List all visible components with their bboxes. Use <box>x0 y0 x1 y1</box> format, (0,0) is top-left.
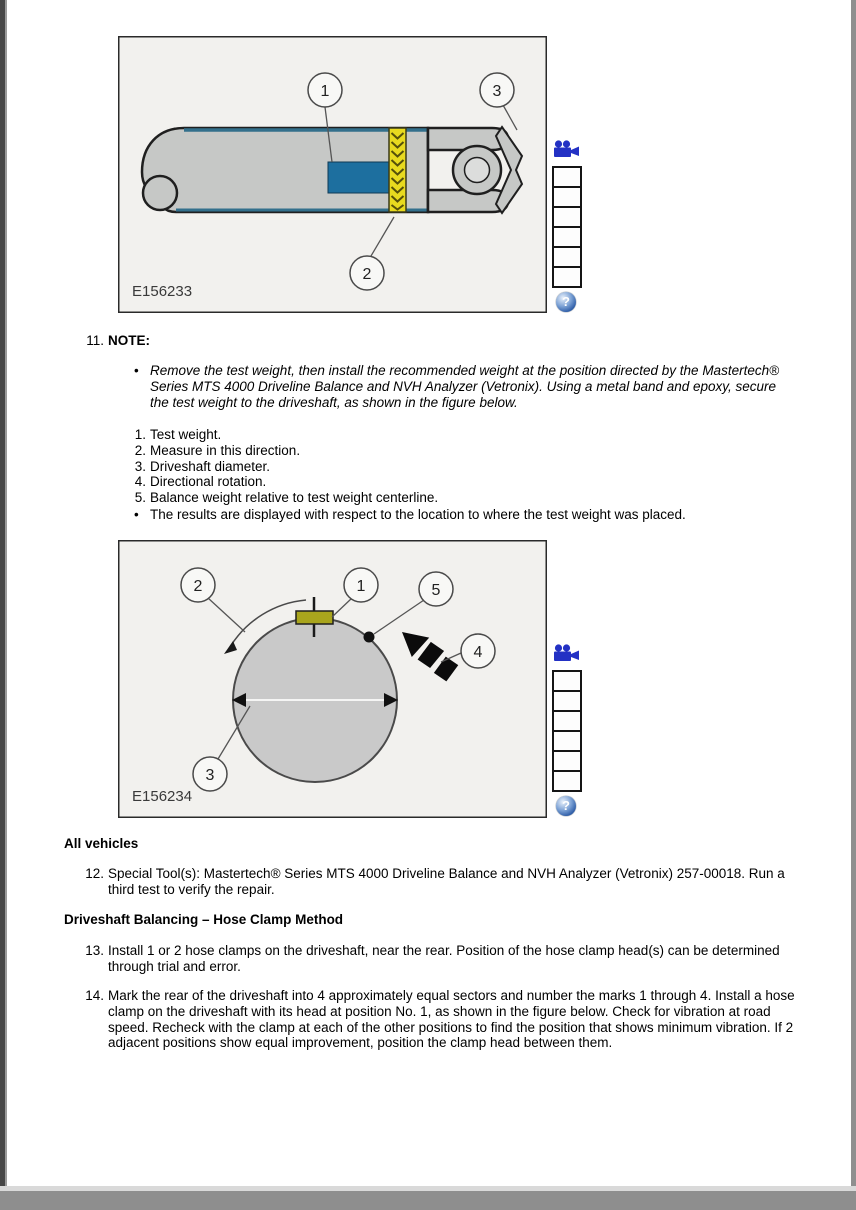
callout-3 <box>193 757 227 791</box>
media-frame-box <box>552 690 582 712</box>
svg-text:1: 1 <box>356 578 366 595</box>
step-13 <box>84 943 796 975</box>
figure-driveshaft-side-view <box>118 36 547 313</box>
legend-number: 5. <box>134 490 146 506</box>
svg-text:2: 2 <box>193 578 203 595</box>
legend-number: 4. <box>134 474 146 490</box>
step-14 <box>84 988 796 1051</box>
step-11 <box>84 333 150 349</box>
media-frame-box <box>552 166 582 188</box>
media-frame-box <box>552 266 582 288</box>
step-text: Special Tool(s): Mastertech® Series MTS 4000 Driveline Balance and NVH Analyzer (Vetronix) 257-00018. Run a third test to verify the repair. <box>108 866 785 897</box>
figure-1-svg <box>118 36 547 313</box>
svg-text:2: 2 <box>362 266 372 283</box>
media-frame-box <box>552 246 582 268</box>
media-frame-box <box>552 770 582 792</box>
media-panel-figure-1 <box>551 140 585 312</box>
step-number: 11. <box>86 333 104 348</box>
balance-weight-dot <box>364 632 375 643</box>
svg-text:4: 4 <box>473 644 483 661</box>
right-window-edge <box>851 0 856 1210</box>
media-frame-strip <box>552 670 585 792</box>
legend-item <box>118 443 438 459</box>
media-frame-box <box>552 186 582 208</box>
legend-item <box>118 427 438 443</box>
video-camera-icon[interactable] <box>553 140 581 158</box>
svg-text:3: 3 <box>205 767 215 784</box>
note-bullet-text: Remove the test weight, then install the recommended weight at the position directed by the Mastertech® Series MTS 4000 Driveline Balance and NVH Analyzer (Vetronix). Using a metal band and epoxy, secure the test weight to the driveshaft, as shown in the figure below. <box>150 363 780 410</box>
legend-item <box>118 490 438 506</box>
legend-item <box>118 459 438 475</box>
figure-driveshaft-cross-section <box>118 540 547 818</box>
legend-item <box>118 474 438 490</box>
legend-text: Directional rotation. <box>150 474 267 490</box>
section-heading-all-vehicles: All vehicles <box>64 836 139 851</box>
results-bullet <box>134 507 798 523</box>
media-frame-box <box>552 206 582 228</box>
media-frame-box <box>552 226 582 248</box>
svg-text:5: 5 <box>431 582 441 599</box>
legend-text: Balance weight relative to test weight centerline. <box>150 490 439 506</box>
callout-1 <box>344 568 378 602</box>
media-frame-strip <box>552 166 585 288</box>
legend-number: 2. <box>134 442 146 458</box>
shaft-end-bulb <box>143 176 177 210</box>
callout-2 <box>350 256 384 290</box>
results-bullet-text: The results are displayed with respect to the location to where the test weight was placed. <box>150 507 686 522</box>
test-weight-block <box>328 162 389 193</box>
step-number: 14. <box>85 988 104 1003</box>
bullet-icon <box>134 507 150 523</box>
help-icon[interactable]: ? <box>556 796 576 816</box>
step-text: Install 1 or 2 hose clamps on the driveshaft, near the rear. Position of the hose clamp head(s) can be determined through trial and error. <box>108 943 780 974</box>
figure-legend-list <box>118 427 438 506</box>
legend-text: Test weight. <box>150 427 222 442</box>
metal-band <box>389 128 406 212</box>
legend-text: Driveshaft diameter. <box>150 458 271 474</box>
figure-code-label: E156234 <box>132 788 193 805</box>
legend-number: 1. <box>134 427 146 442</box>
callout-2 <box>181 568 215 602</box>
step-text: Mark the rear of the driveshaft into 4 approximately equal sectors and number the marks 1 through 4. Install a hose clamp on the driveshaft with its head at position No. 1, as shown in the figure below. Check for vibration at road speed. Recheck with the clamp at each of the other positions to find the position that shows minimum vibration. If 2 adjacent positions show equal improvement, position the clamp head between them. <box>108 988 795 1051</box>
step-number: 13. <box>85 943 104 958</box>
figure-code-label: E156233 <box>132 283 193 300</box>
bottom-window-bar <box>0 1191 856 1210</box>
media-frame-box <box>552 730 582 752</box>
callout-3 <box>480 73 514 107</box>
bullet-icon <box>134 363 150 410</box>
weight-marker <box>296 611 333 624</box>
media-frame-box <box>552 750 582 772</box>
svg-text:3: 3 <box>492 83 502 100</box>
callout-4 <box>461 634 495 668</box>
svg-text:1: 1 <box>320 83 330 100</box>
note-label: NOTE: <box>108 333 150 348</box>
step-12 <box>84 866 796 898</box>
legend-text: Measure in this direction. <box>150 442 301 458</box>
video-camera-icon[interactable] <box>553 644 581 662</box>
figure-2-svg <box>118 540 547 818</box>
note-bullet <box>134 363 798 410</box>
help-icon[interactable]: ? <box>556 292 576 312</box>
legend-number: 3. <box>134 458 146 474</box>
callout-1 <box>308 73 342 107</box>
media-panel-figure-2 <box>551 644 585 816</box>
section-heading-hose-clamp-method: Driveshaft Balancing – Hose Clamp Method <box>64 912 344 927</box>
step-number: 12. <box>85 866 104 881</box>
media-frame-box <box>552 710 582 732</box>
left-window-edge-light <box>5 0 7 1210</box>
callout-5 <box>419 572 453 606</box>
media-frame-box <box>552 670 582 692</box>
